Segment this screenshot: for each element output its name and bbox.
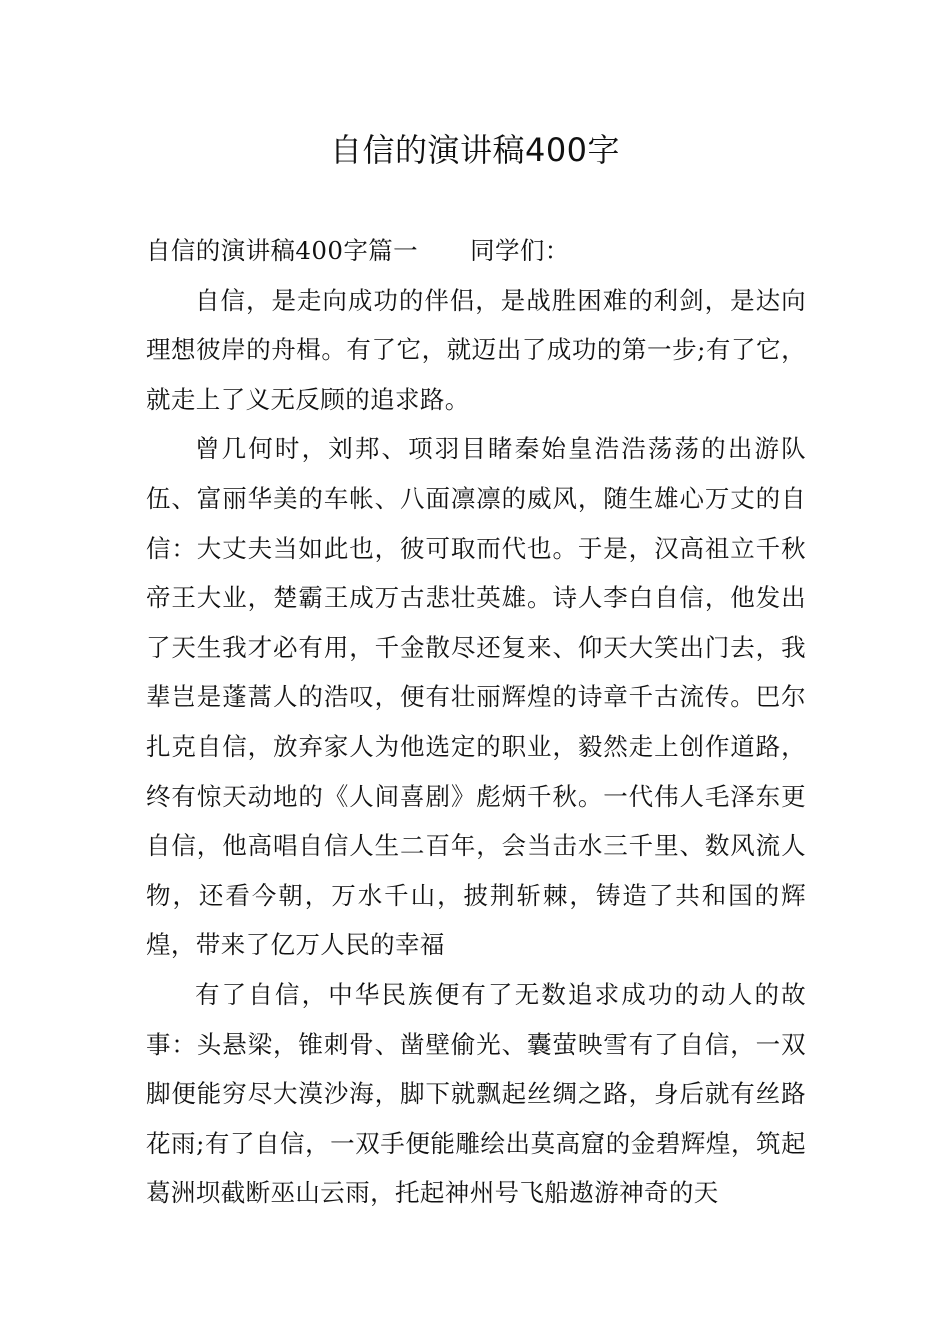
salutation: 同学们：	[470, 236, 570, 265]
paragraph-3: 有了自信，中华民族便有了无数追求成功的动人的故事：头悬梁，锥刺骨、凿壁偷光、囊萤映雪有了自信，一双脚便能穷尽大漠沙海，脚下就飘起丝绸之路，身后就有丝路花雨;有了自信，一双手便能雕绘出莫高窟的金碧辉煌，筑起葛洲坝截断巫山云雨，托起神州号飞船遨游神奇的天	[146, 979, 806, 1208]
paragraph-1: 自信，是走向成功的伴侣，是战胜困难的利剑，是达向理想彼岸的舟楫。有了它，就迈出了成功的第一步;有了它，就走上了义无反顾的追求路。	[146, 285, 806, 414]
document-body	[146, 226, 806, 1218]
section-title: 自信的演讲稿400字篇一	[146, 236, 419, 265]
section-heading-line	[146, 226, 806, 276]
document-title: 自信的演讲稿400字	[329, 131, 621, 169]
paragraph-2: 曾几何时，刘邦、项羽目睹秦始皇浩浩荡荡的出游队伍、富丽华美的车帐、八面凛凛的威风，随生雄心万丈的自信：大丈夫当如此也，彼可取而代也。于是，汉高祖立千秋帝王大业，楚霸王成万古悲壮英雄。诗人李白自信，他发出了天生我才必有用，千金散尽还复来、仰天大笑出门去，我辈岂是蓬蒿人的浩叹，便有壮丽辉煌的诗章千古流传。巴尔扎克自信，放弃家人为他选定的职业，毅然走上创作道路，终有惊天动地的《人间喜剧》彪炳千秋。一代伟人毛泽东更自信，他高唱自信人生二百年，会当击水三千里、数风流人物，还看今朝，万水千山，披荆斩棘，铸造了共和国的辉煌，带来了亿万人民的幸福	[146, 434, 806, 960]
